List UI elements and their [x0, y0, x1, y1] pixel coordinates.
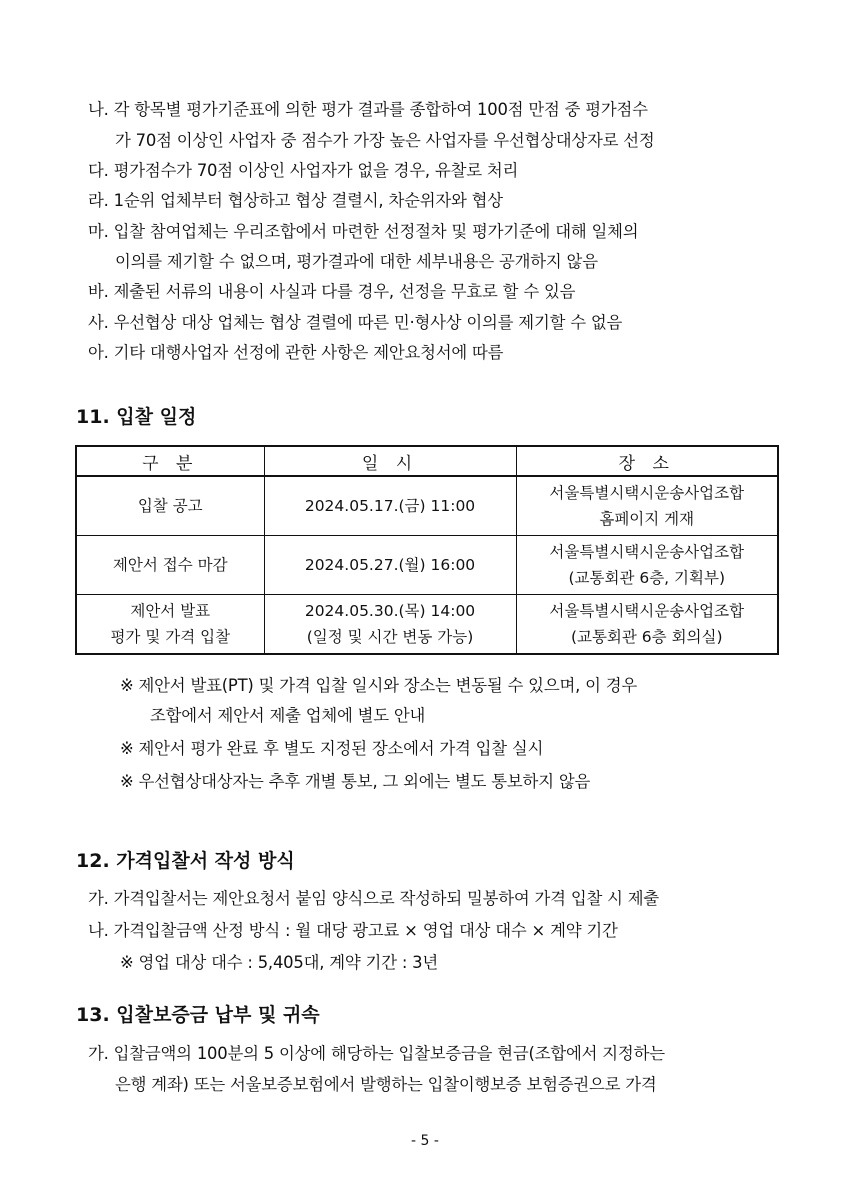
item-na: 나. 각 항목별 평가기준표에 의한 평가 결과를 종합하여 100점 만점 중 평가점수	[88, 100, 648, 119]
item-na-cont: 가 70점 이상인 사업자 중 점수가 가장 높은 사업자를 우선협상대상자로 선정	[115, 131, 655, 150]
section-13-item-ga: 가. 입찰금액의 100분의 5 이상에 해당하는 입찰보증금을 현금(조합에서 지정하는	[88, 1044, 665, 1063]
row1-place	[516, 476, 778, 536]
item-ba: 바. 제출된 서류의 내용이 사실과 다를 경우, 선정을 무효로 할 수 있음	[88, 282, 576, 301]
header-datetime: 일 시	[264, 446, 516, 476]
section-13-item-ga-cont: 은행 계좌) 또는 서울보증보험에서 발행하는 입찰이행보증 보험증권으로 가격	[115, 1075, 657, 1094]
row2-place	[516, 536, 778, 595]
item-sa: 사. 우선협상 대상 업체는 협상 결렬에 따른 민·형사상 이의를 제기할 수 없음	[88, 313, 623, 332]
item-ma-cont: 이의를 제기할 수 없으며, 평가결과에 대한 세부내용은 공개하지 않음	[115, 252, 598, 271]
item-ma: 마. 입찰 참여업체는 우리조합에서 마련한 선정절차 및 평가기준에 대해 일체의	[88, 222, 639, 241]
row2-category	[76, 536, 264, 595]
row1-place-line2: 홈페이지 게재	[599, 510, 695, 528]
section-12-title: 12. 가격입찰서 작성 방식	[76, 850, 295, 872]
header-place: 장 소	[516, 446, 778, 476]
row3-place	[516, 595, 778, 655]
row1-place-line1: 서울특별시택시운송사업조합	[549, 484, 745, 502]
section-12-note: ※ 영업 대상 대수 : 5,405대, 계약 기간 : 3년	[120, 953, 439, 972]
item-a: 아. 기타 대행사업자 선정에 관한 사항은 제안요청서에 따름	[88, 343, 504, 362]
table-row	[76, 476, 778, 536]
row3-place-line2: (교통회관 6층 회의실)	[570, 628, 723, 646]
row3-category	[76, 595, 264, 655]
item-ra: 라. 1순위 업체부터 협상하고 협상 결렬시, 차순위자와 협상	[88, 191, 503, 210]
schedule-table	[75, 445, 779, 655]
table-row	[76, 595, 778, 655]
page-number: - 5 -	[411, 1133, 439, 1149]
row2-place-line2: (교통회관 6층, 기획부)	[568, 569, 726, 587]
row2-datetime	[264, 536, 516, 595]
row2-place-line1: 서울특별시택시운송사업조합	[549, 543, 745, 561]
row1-datetime-text: 2024.05.17.(금) 11:00	[304, 497, 476, 515]
note-3: ※ 우선협상대상자는 추후 개별 통보, 그 외에는 별도 통보하지 않음	[120, 772, 591, 791]
section-12-item-ga: 가. 가격입찰서는 제안요청서 붙임 양식으로 작성하되 밀봉하여 가격 입찰 시 제출	[88, 889, 660, 908]
row2-category-text: 제안서 접수 마감	[112, 556, 228, 574]
row1-datetime	[264, 476, 516, 536]
note-1-cont: 조합에서 제안서 제출 업체에 별도 안내	[150, 706, 426, 725]
row1-category	[76, 476, 264, 536]
schedule-table-header	[76, 446, 778, 476]
note-1: ※ 제안서 발표(PT) 및 가격 입찰 일시와 장소는 변동될 수 있으며, 이 경우	[120, 676, 638, 695]
row3-datetime	[264, 595, 516, 655]
row3-datetime-line1: 2024.05.30.(목) 14:00	[304, 602, 476, 620]
item-da: 다. 평가점수가 70점 이상인 사업자가 없을 경우, 유찰로 처리	[88, 161, 519, 180]
section-13-title: 13. 입찰보증금 납부 및 귀속	[76, 1004, 320, 1026]
row3-datetime-line2: (일정 및 시간 변동 가능)	[306, 628, 474, 646]
row2-datetime-text: 2024.05.27.(월) 16:00	[304, 556, 476, 574]
row3-category-line1: 제안서 발표	[130, 602, 211, 620]
row3-category-line2: 평가 및 가격 입찰	[110, 628, 231, 646]
row3-place-line1: 서울특별시택시운송사업조합	[549, 602, 745, 620]
section-12-item-na: 나. 가격입찰금액 산정 방식 : 월 대당 광고료 × 영업 대상 대수 × 계약 기간	[88, 921, 618, 940]
header-category: 구 분	[76, 446, 264, 476]
table-row	[76, 536, 778, 595]
section-11-title: 11. 입찰 일정	[76, 406, 197, 428]
note-2: ※ 제안서 평가 완료 후 별도 지정된 장소에서 가격 입찰 실시	[120, 739, 544, 758]
row1-category-text: 입찰 공고	[137, 497, 203, 515]
